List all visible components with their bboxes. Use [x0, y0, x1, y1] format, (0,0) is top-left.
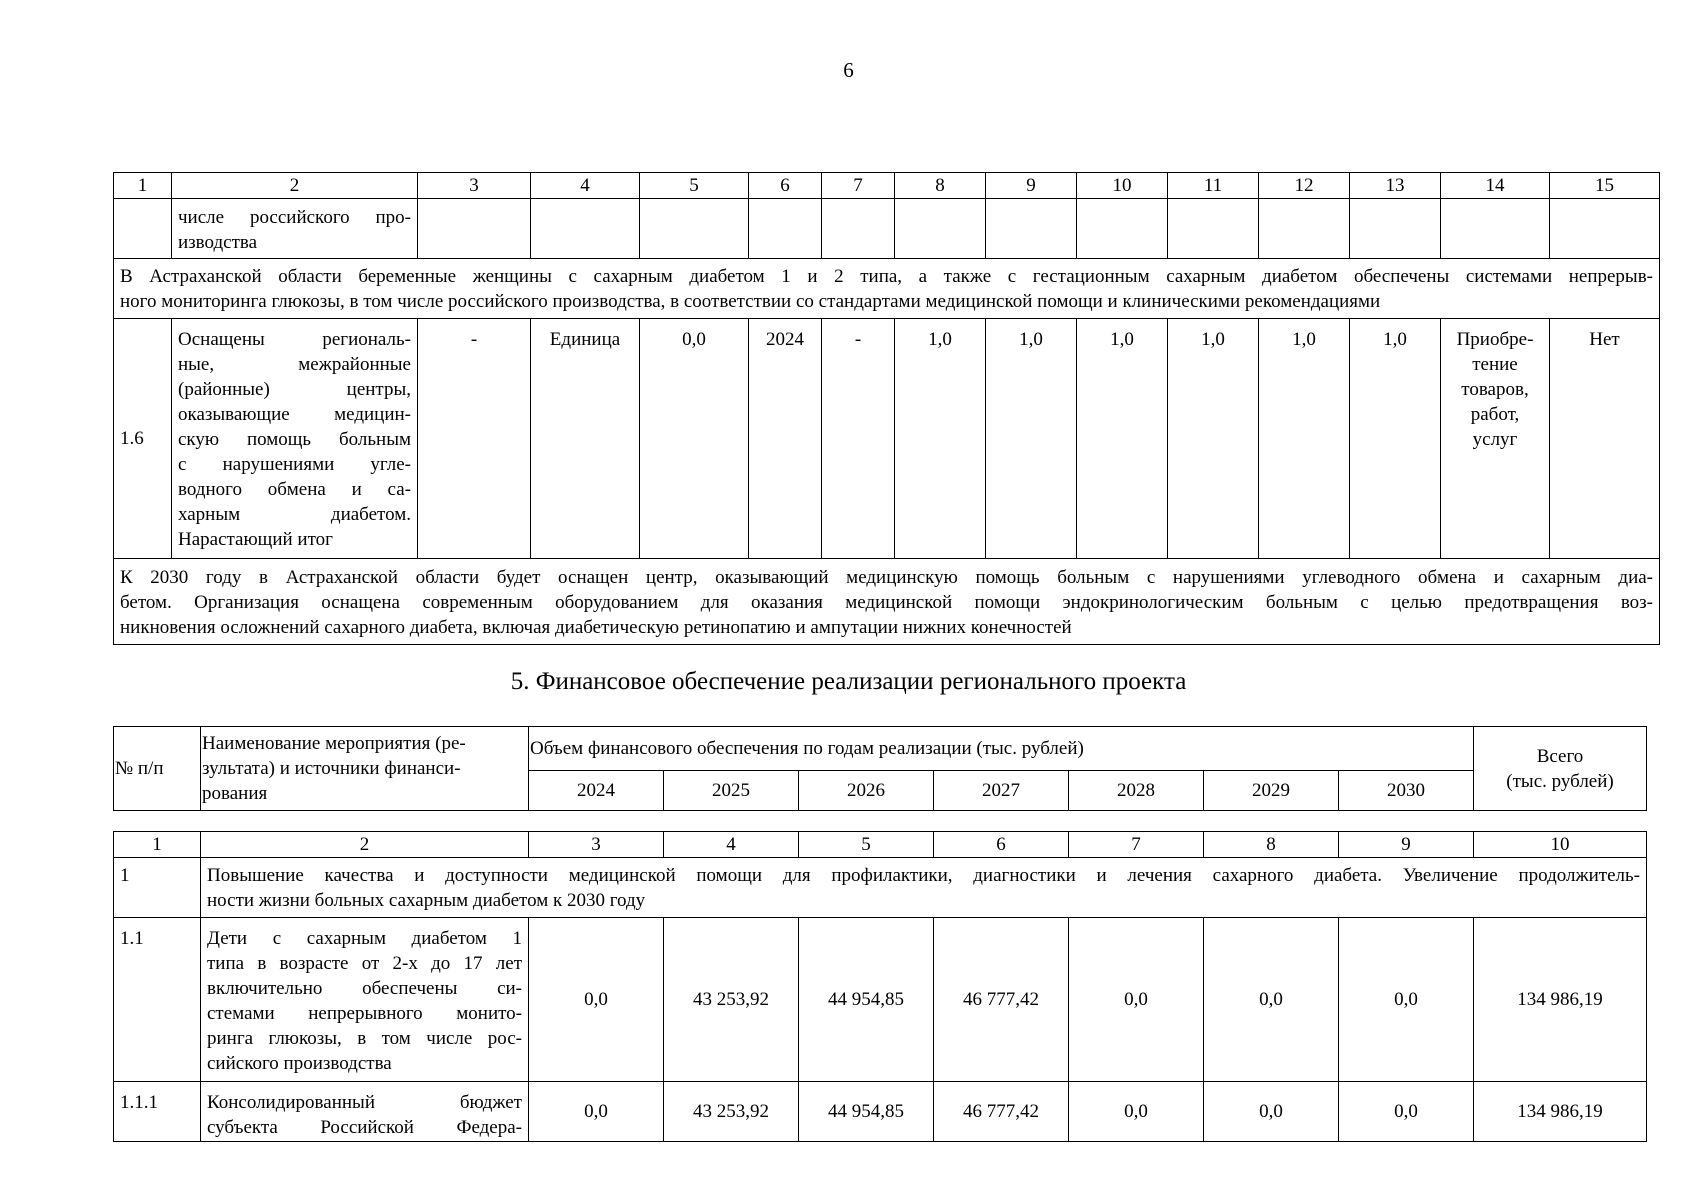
column-number: 15 — [1550, 173, 1660, 199]
year-value-cell: 0,0 — [1069, 918, 1204, 1082]
note-cell: К 2030 году в Астраханской области будет оснащен центр, оказывающий медицинскую помощь больным с нарушениями углеводного обмена и сахарным диа- бетом. Организация оснащена современным оборудованием для оказания медицинской помощи эндокринологическим больным с целью предотвращения воз- никновения осложнений сахарного диабета, включая диабетическую ретинопатию и ампутации нижних конечностей — [114, 559, 1660, 645]
year-value-cell: 0,0 — [529, 918, 664, 1082]
header-year: 2028 — [1069, 771, 1204, 811]
year-value-cell: 0,0 — [1069, 1082, 1204, 1142]
table-row — [114, 319, 1660, 559]
base-year-cell: 2024 — [749, 319, 822, 559]
column-number: 6 — [749, 173, 822, 199]
column-number: 3 — [529, 832, 664, 858]
section-title: 5. Финансовое обеспечение реализации регионального проекта — [510, 668, 1187, 695]
header-total: Всего (тыс. рублей) — [1474, 727, 1647, 811]
table-row — [114, 199, 1660, 259]
indicator-name-cell: Оснащены региональ- ные, межрайонные (районные) центры, оказывающие медицин- скую помощь больным с нарушениями угле- водного обмена и са- харным диабетом. Нарастающий итог — [172, 319, 418, 559]
year-value-cell: 0,0 — [1204, 918, 1339, 1082]
year-value-cell: 0,0 — [1339, 918, 1474, 1082]
value-cell: 1,0 — [895, 319, 986, 559]
header-year: 2026 — [799, 771, 934, 811]
year-value-cell: 0,0 — [529, 1082, 664, 1142]
indicator-name-cell: числе российского про- изводства — [172, 199, 418, 259]
header-number: № п/п — [114, 727, 201, 811]
page-number: 6 — [843, 58, 854, 82]
column-number: 2 — [201, 832, 529, 858]
year-value-cell: 46 777,42 — [934, 918, 1069, 1082]
year-value-cell: 46 777,42 — [934, 1082, 1069, 1142]
header-year: 2024 — [529, 771, 664, 811]
row-number: 1.1 — [114, 918, 201, 1082]
note-row — [114, 559, 1660, 645]
column-number: 4 — [664, 832, 799, 858]
row-number: 1 — [114, 858, 201, 918]
column-number: 10 — [1474, 832, 1647, 858]
note-cell: В Астраханской области беременные женщины с сахарным диабетом 1 и 2 типа, а также с гестационным сахарным диабетом обеспечены системами непрерыв- ного мониторинга глюкозы, в том числе российского производства, в соответствии со стандартами медицинской помощи и клиническими рекомендациями — [114, 259, 1660, 319]
value-cell: 1,0 — [1168, 319, 1259, 559]
column-number: 4 — [531, 173, 640, 199]
finance-header-table — [113, 726, 1647, 811]
goal-cell: Повышение качества и доступности медицинской помощи для профилактики, диагностики и лечения сахарного диабета. Увеличение продолжитель- ности жизни больных сахарным диабетом к 2030 году — [201, 858, 1647, 918]
header-year: 2029 — [1204, 771, 1339, 811]
value-cell: 1,0 — [1350, 319, 1441, 559]
column-number-row — [114, 173, 1660, 199]
flag-cell: Нет — [1550, 319, 1660, 559]
indicators-table — [113, 172, 1660, 645]
year-value-cell: 0,0 — [1339, 1082, 1474, 1142]
column-number: 1 — [114, 832, 201, 858]
finance-table — [113, 831, 1647, 1142]
column-number: 8 — [1204, 832, 1339, 858]
column-number: 3 — [418, 173, 531, 199]
row-number: 1.6 — [114, 319, 172, 559]
row-number: 1.1.1 — [114, 1082, 201, 1142]
year-value-cell: 43 253,92 — [664, 1082, 799, 1142]
column-number: 9 — [1339, 832, 1474, 858]
year-value-cell: 43 253,92 — [664, 918, 799, 1082]
column-number: 14 — [1441, 173, 1550, 199]
value-cell: - — [822, 319, 895, 559]
header-year: 2027 — [934, 771, 1069, 811]
year-value-cell: 44 954,85 — [799, 1082, 934, 1142]
header-volume: Объем финансового обеспечения по годам реализации (тыс. рублей) — [529, 727, 1474, 771]
type-cell: Приобре- тение товаров, работ, услуг — [1441, 319, 1550, 559]
year-value-cell: 0,0 — [1204, 1082, 1339, 1142]
column-number: 2 — [172, 173, 418, 199]
value-cell: 1,0 — [1259, 319, 1350, 559]
level-cell: - — [418, 319, 531, 559]
value-cell: 1,0 — [986, 319, 1077, 559]
column-number: 13 — [1350, 173, 1441, 199]
column-number: 10 — [1077, 173, 1168, 199]
column-number: 6 — [934, 832, 1069, 858]
column-number: 5 — [799, 832, 934, 858]
total-value-cell: 134 986,19 — [1474, 918, 1647, 1082]
column-number: 7 — [822, 173, 895, 199]
table-row — [114, 1082, 1647, 1142]
column-number: 12 — [1259, 173, 1350, 199]
header-name: Наименование мероприятия (ре- зультата) и источники финанси- рования — [201, 727, 529, 811]
column-number-row — [114, 832, 1647, 858]
column-number: 1 — [114, 173, 172, 199]
column-number: 9 — [986, 173, 1077, 199]
measure-name-cell: Дети с сахарным диабетом 1 типа в возрасте от 2-х до 17 лет включительно обеспечены си- стемами непрерывного монито- ринга глюкозы, в том числе рос- сийского производства — [201, 918, 529, 1082]
total-value-cell: 134 986,19 — [1474, 1082, 1647, 1142]
measure-name-cell: Консолидированный бюджет субъекта Российской Федера- — [201, 1082, 529, 1142]
table-row — [114, 918, 1647, 1082]
column-number: 8 — [895, 173, 986, 199]
year-value-cell: 44 954,85 — [799, 918, 934, 1082]
goal-row — [114, 858, 1647, 918]
unit-cell: Единица — [531, 319, 640, 559]
column-number: 7 — [1069, 832, 1204, 858]
header-year: 2025 — [664, 771, 799, 811]
value-cell: 1,0 — [1077, 319, 1168, 559]
column-number: 11 — [1168, 173, 1259, 199]
base-value-cell: 0,0 — [640, 319, 749, 559]
column-number: 5 — [640, 173, 749, 199]
note-row — [114, 259, 1660, 319]
header-year: 2030 — [1339, 771, 1474, 811]
